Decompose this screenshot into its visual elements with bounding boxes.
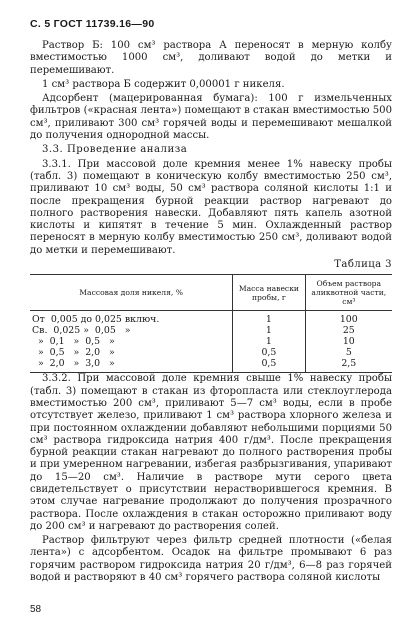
table-header-nickel-fraction: Массовая доля никеля, %: [30, 275, 233, 311]
table-cell: Св. 0,025 » 0,05 »: [32, 325, 131, 337]
paragraph-solution-b-content: 1 см³ раствора Б содержит 0,00001 г никеля.: [42, 78, 285, 90]
table-cell: 5: [305, 348, 392, 359]
table-cell: » 2,0 » 3,0 »: [32, 357, 115, 369]
table-cell: 1: [233, 311, 305, 326]
document-body: [30, 40, 392, 586]
table-cell: 100: [305, 311, 392, 326]
table-cell: 25: [305, 326, 392, 337]
table-cell: » 0,1 » 0,5 »: [32, 335, 115, 347]
table-header-sample-mass: Масса навески пробы, г: [233, 275, 305, 311]
paragraph-adsorbent: Адсорбент (мацерированная бумага): 100 г измельченных фильтров («красная лента») помещают в стакан вместимостью 500 см³, приливают 300 см³ горячей воды и перемешивают мешалкой до получения однородной массы.: [30, 93, 392, 142]
table-row: [30, 311, 392, 326]
table-row: [30, 359, 392, 373]
paragraph-filtration: Раствор фильтруют через фильтр средней плотности («белая лента») с адсорбентом. Осадок на фильтре промывают 6 раз горячим раствором гидроксида натрия 20 г/дм³, 6—8 раз горячей водой и растворяют в 40 см³ горячего раствора соляной кислоты: [30, 535, 392, 584]
table-header-row: [30, 275, 392, 311]
paragraph-3-3-1: 3.3.1. При массовой доле кремния менее 1% навеску пробы (табл. 3) помещают в коническую колбу вместимостью 250 см³, приливают 10 см³ воды, 50 см³ раствора соляной кислоты 1:1 и после прекращения бурной реакции раствор нагревают до полного растворения навески. Добавляют пять капель азотной кислоты и кипятят в течение 5 мин. Охлажденный раствор переносят в мерную колбу вместимостью 250 см³, доливают водой до метки и перемешивают.: [30, 158, 392, 256]
paragraph-3-3-2: 3.3.2. При массовой доле кремния свыше 1% навеску пробы (табл. 3) помещают в стакан из фторопласта или стеклоуглерода вместимостью 200 см³, приливают 5—7 см³ воды, если в пробе отсутствует железо, приливают 1 см³ раствора хлорного железа и при постоянном охлаждении добавляют небольшими порциями 50 см³ раствора гидроксида натрия 400 г/дм³. После прекращения бурной реакции стакан нагревают до полного растворения пробы и при умеренном нагревании, избегая разбрызгивания, упаривают до 15—20 см³. Наличие в растворе мути серого цвета свидетельствует о присутствии нерастворившегося кремния. В этом случае нагревание продолжают до получения прозрачного раствора. После охлаждения в стакан осторожно приливают воду до 200 см³ и нагревают до растворения солей.: [30, 373, 392, 532]
table-cell: » 0,5 » 2,0 »: [32, 346, 115, 358]
table-3: [30, 274, 392, 373]
table-title: Таблица 3: [334, 259, 392, 271]
page-number: 58: [30, 604, 42, 615]
table-header-aliquot-volume: Объем раствора аликвотной части, см³: [305, 275, 392, 311]
table-cell: 0,5: [233, 348, 305, 359]
table-cell: От 0,005 до 0,025 включ.: [32, 314, 160, 326]
section-heading: 3.3. Проведение анализа: [42, 144, 188, 156]
table-cell: 1: [233, 337, 305, 348]
paragraph-solution-b: Раствор Б: 100 см³ раствора А переносят в мерную колбу вместимостью 1000 см³, доливают водой до метки и перемешивают.: [30, 40, 392, 76]
page-header: С. 5 ГОСТ 11739.16—90: [30, 18, 155, 30]
table-cell: 2,5: [305, 359, 392, 373]
table-row: [30, 348, 392, 359]
table-cell: 10: [305, 337, 392, 348]
table-cell: 1: [233, 326, 305, 337]
table-cell: 0,5: [233, 359, 305, 373]
